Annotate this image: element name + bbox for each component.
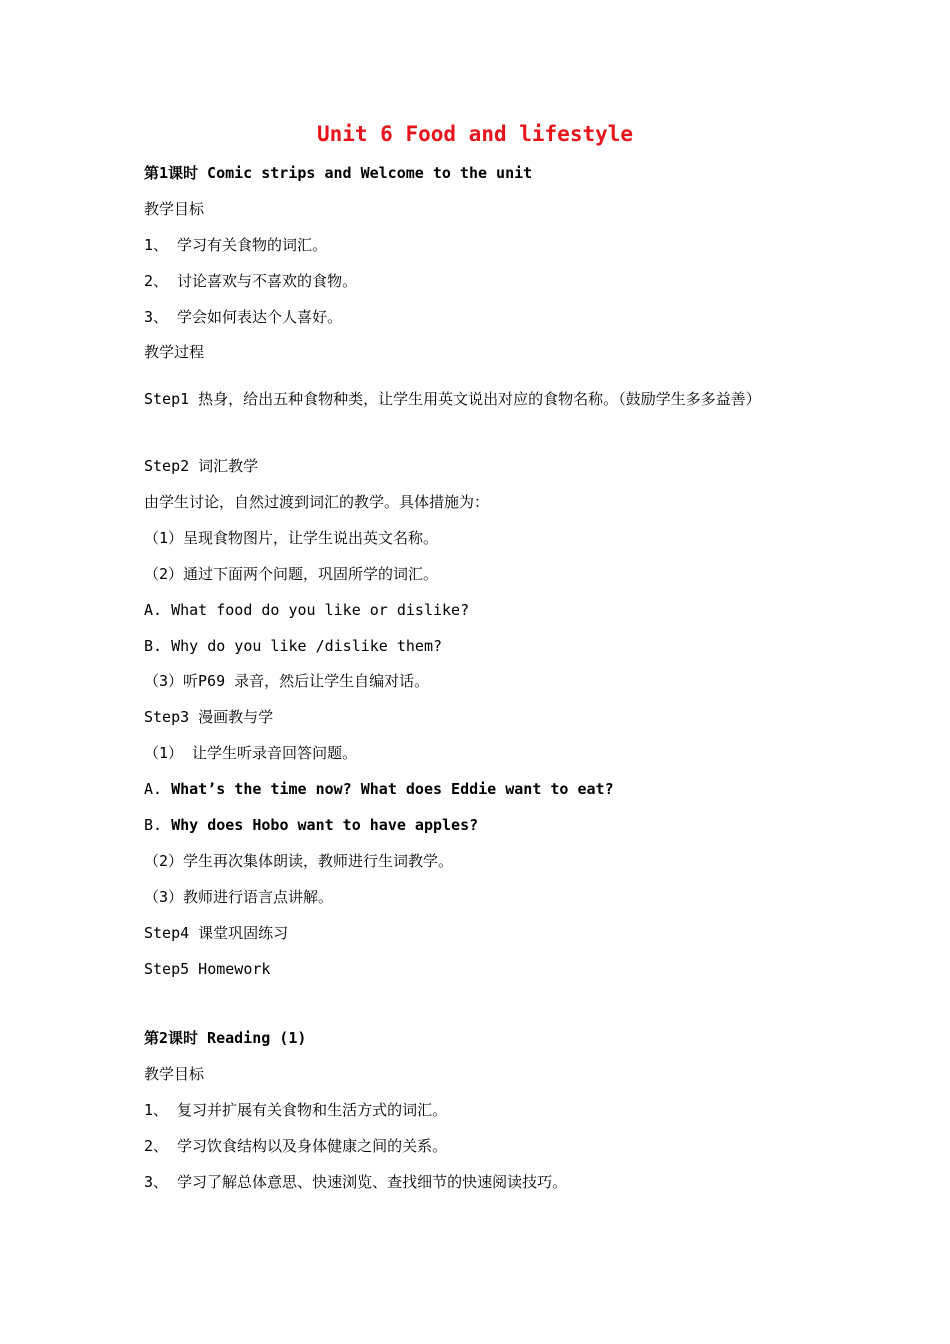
lesson1-objectives-label: 教学目标 — [144, 200, 205, 218]
lesson1-step3-question-a — [144, 779, 614, 799]
lesson2-objective-3: 3、 学习了解总体意思、快速浏览、查找细节的快速阅读技巧。 — [144, 1173, 568, 1191]
lesson1-step3-question-b — [144, 815, 478, 835]
lesson1-step4: Step4 课堂巩固练习 — [144, 924, 289, 942]
lesson2-heading: 第2课时 Reading (1) — [144, 1029, 307, 1047]
lesson1-heading: 第1课时 Comic strips and Welcome to the unit — [144, 164, 533, 182]
lesson1-step2-item-2: （2）通过下面两个问题，巩固所学的词汇。 — [144, 565, 439, 583]
lesson2-objective-2: 2、 学习饮食结构以及身体健康之间的关系。 — [144, 1137, 448, 1155]
lesson1-step3: Step3 漫画教与学 — [144, 708, 274, 726]
lesson1-step3-item-3: （3）教师进行语言点讲解。 — [144, 888, 334, 906]
lesson2-objectives-label: 教学目标 — [144, 1065, 205, 1083]
lesson1-process-label: 教学过程 — [144, 343, 205, 361]
question-b-prefix: B. — [144, 816, 172, 834]
lesson1-step2-question-b: B. Why do you like /dislike them? — [144, 637, 443, 655]
lesson1-step3-item-2: （2）学生再次集体朗读，教师进行生词教学。 — [144, 852, 454, 870]
lesson1-step2-question-a: A. What food do you like or dislike? — [144, 601, 470, 619]
question-a-text: What’s the time now? What does Eddie want to eat? — [171, 780, 614, 798]
lesson1-step2-item-1: （1）呈现食物图片，让学生说出英文名称。 — [144, 529, 439, 547]
lesson1-step2-intro: 由学生讨论，自然过渡到词汇的教学。具体措施为： — [144, 493, 490, 511]
question-b-text: Why does Hobo want to have apples? — [171, 816, 479, 834]
lesson1-step5: Step5 Homework — [144, 960, 271, 978]
lesson1-objective-2: 2、 讨论喜欢与不喜欢的食物。 — [144, 272, 358, 290]
lesson1-objective-1: 1、 学习有关食物的词汇。 — [144, 236, 328, 254]
lesson1-step3-item-1: （1） 让学生听录音回答问题。 — [144, 744, 358, 762]
lesson1-step2-item-3: （3）听P69 录音，然后让学生自编对话。 — [144, 672, 430, 690]
document-title: Unit 6 Food and lifestyle — [316, 122, 634, 146]
lesson1-step1: Step1 热身，给出五种食物种类，让学生用英文说出对应的食物名称。（鼓励学生多多益善） — [144, 390, 761, 408]
lesson1-step2: Step2 词汇教学 — [144, 457, 259, 475]
lesson1-objective-3: 3、 学会如何表达个人喜好。 — [144, 308, 343, 326]
question-a-prefix: A. — [144, 780, 172, 798]
lesson2-objective-1: 1、 复习并扩展有关食物和生活方式的词汇。 — [144, 1101, 448, 1119]
